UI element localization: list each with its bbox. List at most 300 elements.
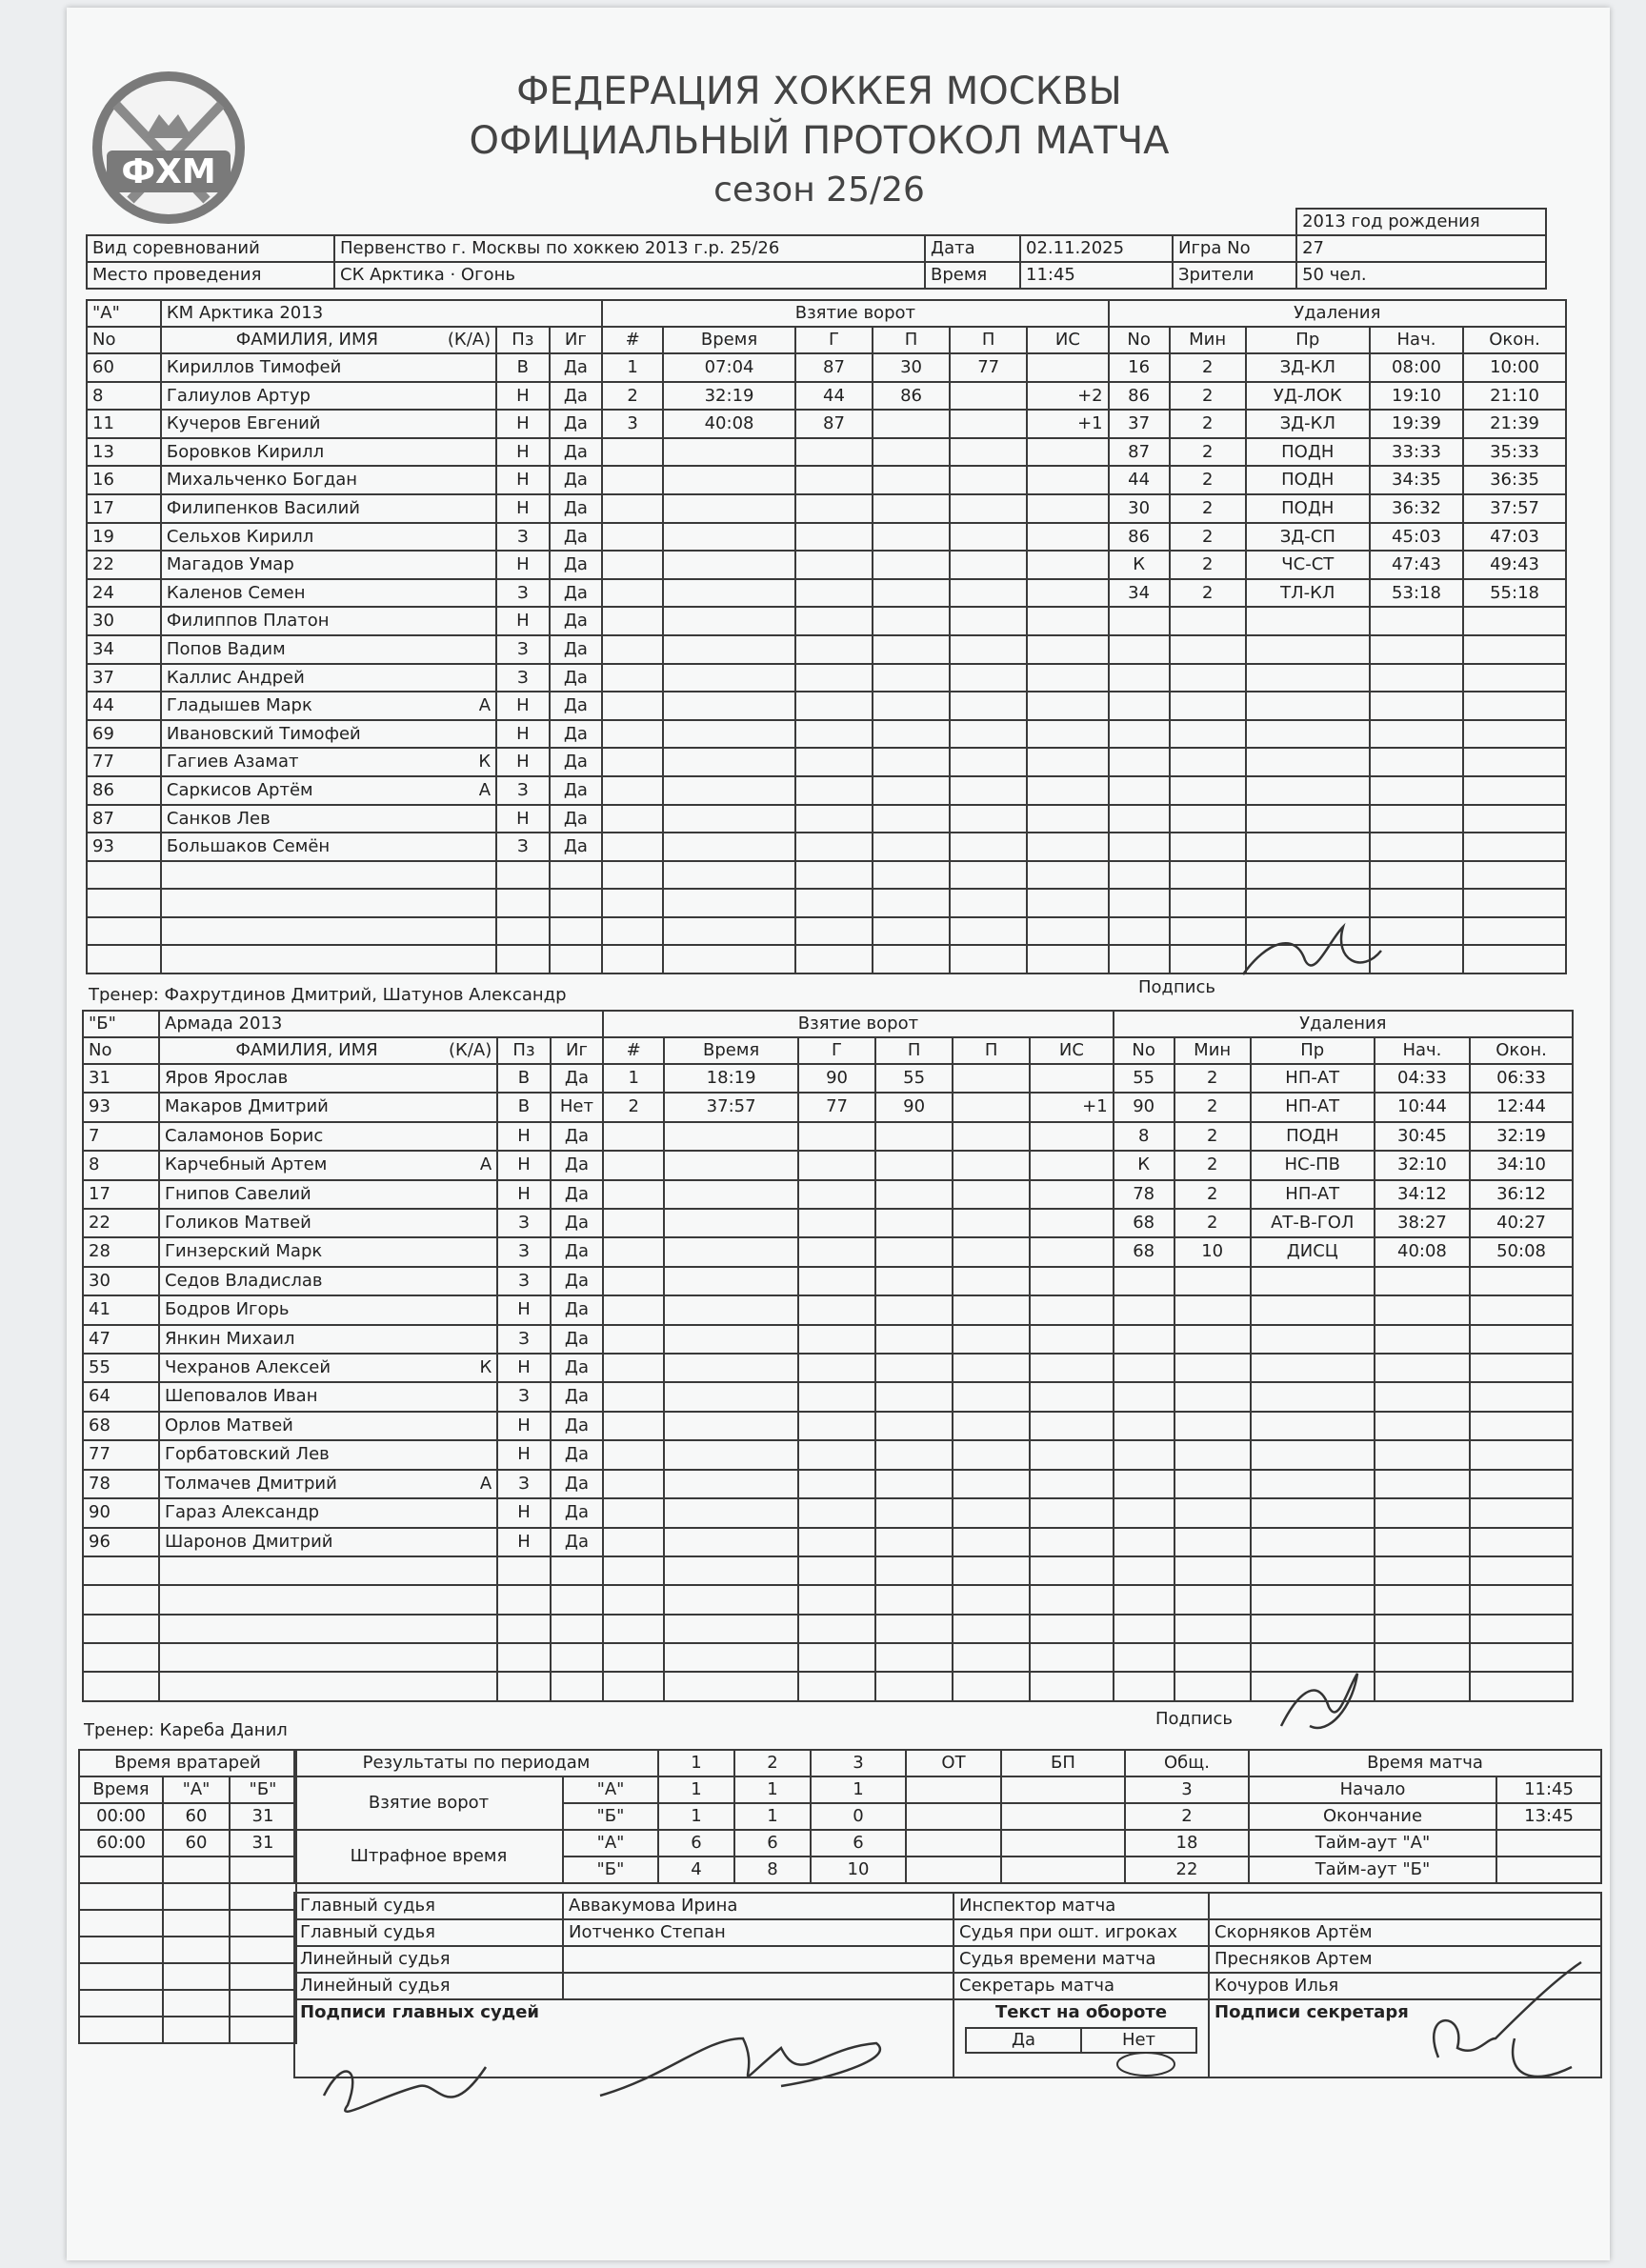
goal-cell bbox=[795, 692, 873, 720]
time-value: 11:45 bbox=[1020, 262, 1173, 289]
penalty-cell bbox=[1251, 1528, 1375, 1556]
player-name: Макаров Дмитрий bbox=[159, 1093, 497, 1121]
penalty-cell bbox=[1375, 1382, 1470, 1411]
penalty-cell bbox=[1370, 692, 1463, 720]
player-attr: Да bbox=[551, 1122, 604, 1151]
goal-cell bbox=[873, 410, 950, 438]
goal-cell: 1 bbox=[603, 1064, 664, 1093]
penalty-cell bbox=[1463, 720, 1566, 749]
goal-cell bbox=[1027, 353, 1108, 382]
goal-cell bbox=[1027, 861, 1108, 890]
goal-cell bbox=[950, 466, 1027, 494]
penalty-cell bbox=[1246, 805, 1370, 833]
penalty-cell bbox=[1170, 664, 1246, 692]
penalty-cell bbox=[1375, 1556, 1470, 1585]
penalty-cell: 34:12 bbox=[1375, 1180, 1470, 1209]
goal-cell bbox=[798, 1412, 875, 1440]
goal-cell bbox=[1030, 1440, 1113, 1469]
player-name: Голиков Матвей bbox=[159, 1209, 497, 1237]
goal-cell bbox=[603, 1267, 664, 1295]
penalty-cell: ЗД-КЛ bbox=[1246, 410, 1370, 438]
goal-cell bbox=[873, 889, 950, 917]
player-attr: Да bbox=[551, 1209, 604, 1237]
team-b-coach: Тренер: Кареба Данил bbox=[84, 1720, 288, 1740]
penalty-cell bbox=[1463, 945, 1566, 973]
penalty-cell bbox=[1246, 748, 1370, 776]
penalty-cell bbox=[1370, 861, 1463, 890]
goal-cell bbox=[663, 945, 795, 973]
goal-cell bbox=[875, 1615, 953, 1643]
player-name bbox=[159, 1556, 497, 1585]
player-row bbox=[83, 1122, 1573, 1151]
goal-cell bbox=[603, 1440, 664, 1469]
player-attr: Да bbox=[551, 1440, 604, 1469]
goal-cell bbox=[603, 1615, 664, 1643]
player-row bbox=[83, 1643, 1573, 1672]
goal-cell bbox=[798, 1354, 875, 1382]
penalty-cell bbox=[1170, 889, 1246, 917]
player-attr: Да bbox=[550, 776, 603, 805]
team-b-table: "Б" Армада 2013 Взятие ворот Удаления No ФАМИЛИЯ, ИМЯ (К/А) Пз Иг # Время Г П П ИС No Мин Пр Нач. Окон. 31 Яров Ярослав В Да 1 18:19 90 55 55 2 НП-АТ 04:33 06:33 93 Макаров Дмитрий В Нет 2 37:57 77 90 +1 90 2 НП-АТ 10:44 12:44 7 Саламонов Борис Н Да 8 2 ПОДН 30:45 32:19 8 Карчебный Артем А Н Да К 2 НС-ПВ 32:10 34:10 17 Гнипов Савелий Н Да 78 2 НП-АТ 34:12 36:12 22 Голиков Матвей З Да 68 2 АТ-В-ГОЛ 38:27 40:27 28 Гинзерский Марк З Да 68 10 ДИСЦ 40:08 50:08 30 Седов Владислав З Да 41 Бодров Игорь Н Да 47 Янкин Михаил З Да 55 Чехранов Алексей К Н Да 64 Шеповалов Иван З Да 68 Орлов Матвей Н Да 77 Горбатовский Лев Н Да 78 Толмачев Дмитрий А З Да 90 Гараз Александр Н Да 96 Шаронов Дмитрий Н Да bbox=[82, 1010, 1574, 1702]
goal-cell bbox=[795, 805, 873, 833]
penalty-cell: 47:43 bbox=[1370, 551, 1463, 579]
penalty-cell bbox=[1174, 1672, 1251, 1700]
player-row bbox=[83, 1585, 1573, 1614]
penalty-cell: ЗД-КЛ bbox=[1246, 353, 1370, 382]
goal-cell bbox=[664, 1643, 798, 1672]
goal-cell bbox=[664, 1180, 798, 1209]
player-name: Гнипов Савелий bbox=[159, 1180, 497, 1209]
goal-cell: 77 bbox=[950, 353, 1027, 382]
penalty-cell: 34:35 bbox=[1370, 466, 1463, 494]
player-attr: Н bbox=[497, 1295, 550, 1324]
player-number bbox=[83, 1672, 159, 1700]
penalty-cell bbox=[1470, 1412, 1573, 1440]
penalty-cell bbox=[1174, 1556, 1251, 1585]
player-attr: Да bbox=[550, 748, 603, 776]
goal-cell bbox=[875, 1498, 953, 1527]
penalty-cell: 53:18 bbox=[1370, 579, 1463, 608]
federation-title: ФЕДЕРАЦИЯ ХОККЕЯ МОСКВЫ bbox=[516, 70, 1122, 113]
player-row bbox=[83, 1151, 1573, 1179]
player-attr: Н bbox=[496, 438, 550, 467]
period-results-table: Результаты по периодам 1 2 3 ОТ БП Общ. Время матча Взятие ворот "А" 1 1 1 3 Начало 11:45 "Б" 1 1 0 2 Окончание 13:45 Штрафное время "А" 6 6 6 18 Тайм-аут "А" "Б" 4 8 10 22 Тайм-аут "Б" bbox=[293, 1749, 1602, 1884]
goal-cell bbox=[875, 1122, 953, 1151]
player-row bbox=[83, 1295, 1573, 1324]
goal-cell bbox=[950, 748, 1027, 776]
goal-cell bbox=[795, 664, 873, 692]
player-attr: Да bbox=[550, 382, 603, 411]
goal-cell bbox=[663, 438, 795, 467]
goal-cell bbox=[602, 720, 663, 749]
goal-cell bbox=[1030, 1151, 1113, 1179]
captain-mark: К bbox=[479, 1357, 492, 1378]
player-attr: З bbox=[496, 664, 550, 692]
player-attr: З bbox=[497, 1237, 550, 1266]
player-attr bbox=[550, 889, 603, 917]
secretary-signature-icon bbox=[1410, 1953, 1600, 2096]
goal-cell bbox=[953, 1672, 1030, 1700]
penalty-cell bbox=[1246, 720, 1370, 749]
player-number: 8 bbox=[83, 1151, 159, 1179]
player-attr bbox=[550, 917, 603, 946]
goal-cell: 37:57 bbox=[664, 1093, 798, 1121]
penalty-cell bbox=[1375, 1643, 1470, 1672]
goal-cell: 40:08 bbox=[663, 410, 795, 438]
goal-cell: 77 bbox=[798, 1093, 875, 1121]
goal-cell bbox=[602, 635, 663, 664]
penalty-cell: УД-ЛОК bbox=[1246, 382, 1370, 411]
player-attr bbox=[496, 861, 550, 890]
goal-cell bbox=[1030, 1528, 1113, 1556]
spectators: 50 чел. bbox=[1296, 262, 1546, 289]
player-row bbox=[87, 720, 1566, 749]
player-number: 55 bbox=[83, 1354, 159, 1382]
penalty-cell: 40:27 bbox=[1470, 1209, 1573, 1237]
goal-cell bbox=[663, 494, 795, 523]
goal-cell bbox=[795, 466, 873, 494]
penalty-cell: 34:10 bbox=[1470, 1151, 1573, 1179]
penalty-cell bbox=[1370, 720, 1463, 749]
penalty-cell bbox=[1114, 1528, 1174, 1556]
player-row bbox=[83, 1556, 1573, 1585]
protocol-title: ОФИЦИАЛЬНЫЙ ПРОТОКОЛ МАТЧА bbox=[469, 119, 1170, 163]
goal-cell bbox=[664, 1556, 798, 1585]
player-row bbox=[83, 1180, 1573, 1209]
player-row bbox=[87, 805, 1566, 833]
player-attr bbox=[551, 1556, 604, 1585]
penalty-cell bbox=[1251, 1643, 1375, 1672]
penalty-cell bbox=[1174, 1470, 1251, 1498]
goal-cell: 2 bbox=[603, 1093, 664, 1121]
goal-cell bbox=[664, 1470, 798, 1498]
penalty-cell bbox=[1370, 889, 1463, 917]
player-name bbox=[159, 1672, 497, 1700]
penalty-cell: 86 bbox=[1109, 523, 1170, 552]
goal-cell bbox=[602, 889, 663, 917]
goal-cell bbox=[1027, 720, 1108, 749]
penalty-cell bbox=[1375, 1412, 1470, 1440]
player-number: 31 bbox=[83, 1064, 159, 1093]
penalty-cell bbox=[1463, 861, 1566, 890]
penalty-cell: 10:00 bbox=[1463, 353, 1566, 382]
player-name: Галиулов Артур bbox=[161, 382, 496, 411]
player-number: 47 bbox=[83, 1325, 159, 1354]
player-row bbox=[87, 861, 1566, 890]
penalty-cell bbox=[1251, 1354, 1375, 1382]
penalty-cell: 86 bbox=[1109, 382, 1170, 411]
player-attr bbox=[497, 1585, 550, 1614]
penalty-cell bbox=[1470, 1498, 1573, 1527]
penalty-cell bbox=[1375, 1440, 1470, 1469]
penalty-cell bbox=[1170, 861, 1246, 890]
goal-cell bbox=[603, 1585, 664, 1614]
penalty-cell bbox=[1114, 1585, 1174, 1614]
goal-cell bbox=[1027, 692, 1108, 720]
penalty-cell: 30:45 bbox=[1375, 1122, 1470, 1151]
player-number: 87 bbox=[87, 805, 161, 833]
penalty-cell bbox=[1370, 776, 1463, 805]
goal-cell bbox=[603, 1528, 664, 1556]
penalty-cell: 49:43 bbox=[1463, 551, 1566, 579]
penalty-cell bbox=[1375, 1295, 1470, 1324]
penalty-cell bbox=[1470, 1556, 1573, 1585]
goal-cell: 86 bbox=[873, 382, 950, 411]
goal-cell bbox=[875, 1180, 953, 1209]
goal-cell bbox=[875, 1672, 953, 1700]
player-attr: Да bbox=[551, 1498, 604, 1527]
goal-cell bbox=[950, 438, 1027, 467]
penalty-cell bbox=[1246, 664, 1370, 692]
goal-cell bbox=[664, 1440, 798, 1469]
player-attr: Да bbox=[550, 635, 603, 664]
goal-cell bbox=[1027, 748, 1108, 776]
penalty-cell: 55 bbox=[1114, 1064, 1174, 1093]
player-attr: Да bbox=[550, 410, 603, 438]
referee-1-signature-icon bbox=[305, 2038, 514, 2143]
player-number: 96 bbox=[83, 1528, 159, 1556]
player-attr: Да bbox=[551, 1237, 604, 1266]
total-goals-a: 3 bbox=[1125, 1776, 1249, 1803]
player-row bbox=[87, 466, 1566, 494]
player-attr: Да bbox=[551, 1528, 604, 1556]
penalty-cell: 45:03 bbox=[1370, 523, 1463, 552]
player-attr bbox=[551, 1615, 604, 1643]
goal-cell bbox=[1030, 1354, 1113, 1382]
penalty-cell bbox=[1109, 664, 1170, 692]
goal-cell bbox=[603, 1209, 664, 1237]
player-number: 93 bbox=[87, 833, 161, 861]
penalty-cell bbox=[1251, 1498, 1375, 1527]
penalty-cell: 38:27 bbox=[1375, 1209, 1470, 1237]
player-row bbox=[87, 523, 1566, 552]
goal-cell bbox=[798, 1498, 875, 1527]
player-number bbox=[87, 861, 161, 890]
player-number bbox=[87, 917, 161, 946]
player-row bbox=[87, 692, 1566, 720]
player-name bbox=[161, 889, 496, 917]
goal-cell bbox=[953, 1180, 1030, 1209]
team-a-signature-label: Подпись bbox=[1138, 977, 1215, 997]
goal-cell bbox=[603, 1295, 664, 1324]
player-name: Филипенков Василий bbox=[161, 494, 496, 523]
match-start: 11:45 bbox=[1496, 1776, 1601, 1803]
player-attr: Да bbox=[551, 1151, 604, 1179]
penalty-cell bbox=[1109, 720, 1170, 749]
goal-cell bbox=[950, 607, 1027, 635]
team-a-coach: Тренер: Фахрутдинов Дмитрий, Шатунов Александр bbox=[89, 985, 567, 1005]
penalty-cell bbox=[1370, 607, 1463, 635]
player-attr: Да bbox=[551, 1325, 604, 1354]
goal-cell bbox=[1027, 607, 1108, 635]
player-attr: В bbox=[497, 1064, 550, 1093]
player-name: Боровков Кирилл bbox=[161, 438, 496, 467]
goal-cell bbox=[875, 1325, 953, 1354]
goal-cell bbox=[664, 1237, 798, 1266]
goal-cell bbox=[602, 917, 663, 946]
goal-cell bbox=[873, 720, 950, 749]
player-name: Сельхов Кирилл bbox=[161, 523, 496, 552]
penalty-cell bbox=[1251, 1382, 1375, 1411]
player-attr: Да bbox=[551, 1064, 604, 1093]
penalty-cell bbox=[1170, 945, 1246, 973]
goal-cell bbox=[875, 1585, 953, 1614]
player-attr: Да bbox=[551, 1412, 604, 1440]
player-name: Филиппов Платон bbox=[161, 607, 496, 635]
player-attr: Н bbox=[496, 748, 550, 776]
penalty-cell bbox=[1463, 917, 1566, 946]
goal-cell bbox=[798, 1470, 875, 1498]
player-number bbox=[87, 889, 161, 917]
player-name: Попов Вадим bbox=[161, 635, 496, 664]
penalty-cell: НП-АТ bbox=[1251, 1180, 1375, 1209]
goal-cell bbox=[602, 494, 663, 523]
penalty-cell bbox=[1463, 664, 1566, 692]
team-a-name: КМ Арктика 2013 bbox=[161, 300, 602, 327]
goal-cell bbox=[798, 1209, 875, 1237]
penalty-cell: 2 bbox=[1174, 1180, 1251, 1209]
goal-cell: 18:19 bbox=[664, 1064, 798, 1093]
goal-cell bbox=[602, 692, 663, 720]
goal-cell bbox=[953, 1093, 1030, 1121]
player-number: 11 bbox=[87, 410, 161, 438]
penalty-cell bbox=[1114, 1498, 1174, 1527]
goal-cell bbox=[875, 1412, 953, 1440]
player-name: Кучеров Евгений bbox=[161, 410, 496, 438]
penalty-cell: 2 bbox=[1170, 466, 1246, 494]
penalty-cell: К bbox=[1114, 1151, 1174, 1179]
goal-cell bbox=[663, 692, 795, 720]
player-row bbox=[83, 1064, 1573, 1093]
goal-cell bbox=[950, 917, 1027, 946]
player-row bbox=[87, 494, 1566, 523]
penalty-cell bbox=[1174, 1498, 1251, 1527]
penalty-cell: АТ-В-ГОЛ bbox=[1251, 1209, 1375, 1237]
penalty-cell bbox=[1375, 1498, 1470, 1527]
penalty-cell bbox=[1170, 917, 1246, 946]
penalty-cell bbox=[1114, 1295, 1174, 1324]
goal-cell bbox=[603, 1643, 664, 1672]
player-attr: Да bbox=[550, 494, 603, 523]
player-number bbox=[87, 945, 161, 973]
player-number: 30 bbox=[87, 607, 161, 635]
penalty-cell bbox=[1251, 1615, 1375, 1643]
penalty-cell bbox=[1470, 1354, 1573, 1382]
player-name bbox=[159, 1585, 497, 1614]
player-number bbox=[83, 1556, 159, 1585]
penalty-cell: НП-АТ bbox=[1251, 1093, 1375, 1121]
goal-cell bbox=[663, 523, 795, 552]
goal-cell bbox=[603, 1354, 664, 1382]
goal-cell bbox=[875, 1354, 953, 1382]
player-attr: Да bbox=[550, 579, 603, 608]
player-row bbox=[87, 889, 1566, 917]
goal-cell bbox=[664, 1382, 798, 1411]
goal-cell bbox=[663, 466, 795, 494]
penalty-cell: 2 bbox=[1174, 1064, 1251, 1093]
player-row bbox=[87, 579, 1566, 608]
penalty-cell: 10 bbox=[1174, 1237, 1251, 1266]
goal-cell bbox=[1030, 1498, 1113, 1527]
goal-cell bbox=[950, 776, 1027, 805]
penalty-cell: ТЛ-КЛ bbox=[1246, 579, 1370, 608]
goal-cell bbox=[795, 635, 873, 664]
player-attr: Да bbox=[551, 1180, 604, 1209]
player-name: Толмачев Дмитрий А bbox=[159, 1470, 497, 1498]
player-number: 22 bbox=[87, 551, 161, 579]
player-attr bbox=[550, 945, 603, 973]
penalty-cell: 2 bbox=[1174, 1093, 1251, 1121]
goal-cell bbox=[663, 579, 795, 608]
player-attr bbox=[496, 945, 550, 973]
player-name bbox=[159, 1643, 497, 1672]
penalty-cell bbox=[1114, 1672, 1174, 1700]
player-name: Янкин Михаил bbox=[159, 1325, 497, 1354]
player-number bbox=[83, 1615, 159, 1643]
goal-cell bbox=[950, 579, 1027, 608]
goal-cell bbox=[664, 1122, 798, 1151]
penalty-cell: 32:19 bbox=[1470, 1122, 1573, 1151]
player-attr: Да bbox=[550, 466, 603, 494]
player-row bbox=[87, 410, 1566, 438]
officials-table: Главный судья Аввакумова Ирина Инспектор матча Главный судья Иотченко Степан Судья при ошт. игроках Скорняков Артём Линейный судья Судья времени матча Пресняков Артем Линейный судья Секретарь матча Кочуров Илья Подписи главных судей Текст на обороте Да Нет Подписи секретаря bbox=[293, 1892, 1602, 2078]
penalty-cell bbox=[1470, 1267, 1573, 1295]
player-row bbox=[87, 635, 1566, 664]
goal-cell: 2 bbox=[602, 382, 663, 411]
player-name: Яров Ярослав bbox=[159, 1064, 497, 1093]
penalty-cell: 36:12 bbox=[1470, 1180, 1573, 1209]
player-name bbox=[161, 861, 496, 890]
penalty-cell bbox=[1251, 1440, 1375, 1469]
player-attr: Н bbox=[497, 1354, 550, 1382]
player-attr: Да bbox=[551, 1382, 604, 1411]
penalty-cell: 47:03 bbox=[1463, 523, 1566, 552]
penalty-cell: ДИСЦ bbox=[1251, 1237, 1375, 1266]
player-number: 77 bbox=[87, 748, 161, 776]
penalty-cell bbox=[1170, 635, 1246, 664]
goal-cell bbox=[875, 1209, 953, 1237]
goal-cell bbox=[1027, 551, 1108, 579]
goal-cell bbox=[664, 1209, 798, 1237]
player-number: 44 bbox=[87, 692, 161, 720]
player-attr: Да bbox=[550, 833, 603, 861]
penalty-cell: 2 bbox=[1170, 410, 1246, 438]
goal-cell bbox=[1027, 523, 1108, 552]
penalty-cell bbox=[1114, 1412, 1174, 1440]
penalty-cell: 16 bbox=[1109, 353, 1170, 382]
goal-cell bbox=[798, 1122, 875, 1151]
penalty-cell bbox=[1463, 805, 1566, 833]
penalty-cell: 68 bbox=[1114, 1209, 1174, 1237]
goal-cell bbox=[950, 833, 1027, 861]
penalty-cell bbox=[1114, 1470, 1174, 1498]
goal-cell: 07:04 bbox=[663, 353, 795, 382]
player-number: 8 bbox=[87, 382, 161, 411]
player-attr: Да bbox=[550, 607, 603, 635]
penalty-cell: 2 bbox=[1170, 551, 1246, 579]
goal-cell bbox=[1030, 1382, 1113, 1411]
team-a-table: "А" КМ Арктика 2013 Взятие ворот Удаления No ФАМИЛИЯ, ИМЯ (К/А) Пз Иг # Время Г П П ИС No Мин Пр Нач. Окон. 60 Кириллов Тимофей В Да 1 07:04 87 30 77 16 2 ЗД-КЛ 08:00 10:00 8 Галиулов Артур Н Да 2 32:19 44 86 +2 86 2 УД-ЛОК 19:10 21:10 11 Кучеров Евгений Н Да 3 40:08 87 +1 37 2 ЗД-КЛ 19:39 21:39 13 Боровков Кирилл Н Да 87 2 ПОДН 33:33 35:33 16 Михальченко Богдан Н Да 44 2 ПОДН 34:35 36:35 17 Филипенков Василий Н Да 30 2 ПОДН 36:32 37:57 19 Сельхов Кирилл З Да 86 2 ЗД-СП 45:03 47:03 22 Магадов Умар Н Да К 2 ЧС-СТ 47:43 49:43 24 Каленов Семен З Да 34 2 ТЛ-КЛ 53:18 55:18 30 Филиппов Платон Н Да 34 Попов Вадим З Да 37 Каллис Андрей З Да 44 Гладышев Марк А Н Да 69 Ивановский Тимофей Н Да 77 Гагиев Азамат К Н Да 86 Саркисов Артём А З Да 87 Санков Лев Н Да 93 Большаков Семён З Да bbox=[86, 299, 1567, 974]
player-number: 16 bbox=[87, 466, 161, 494]
penalty-cell bbox=[1114, 1556, 1174, 1585]
comp-label: Вид соревнований bbox=[87, 235, 334, 262]
player-attr: Н bbox=[497, 1180, 550, 1209]
goal-cell bbox=[664, 1151, 798, 1179]
goal-cell bbox=[950, 861, 1027, 890]
goal-cell bbox=[1030, 1412, 1113, 1440]
goal-cell: +1 bbox=[1030, 1093, 1113, 1121]
penalty-cell bbox=[1251, 1556, 1375, 1585]
